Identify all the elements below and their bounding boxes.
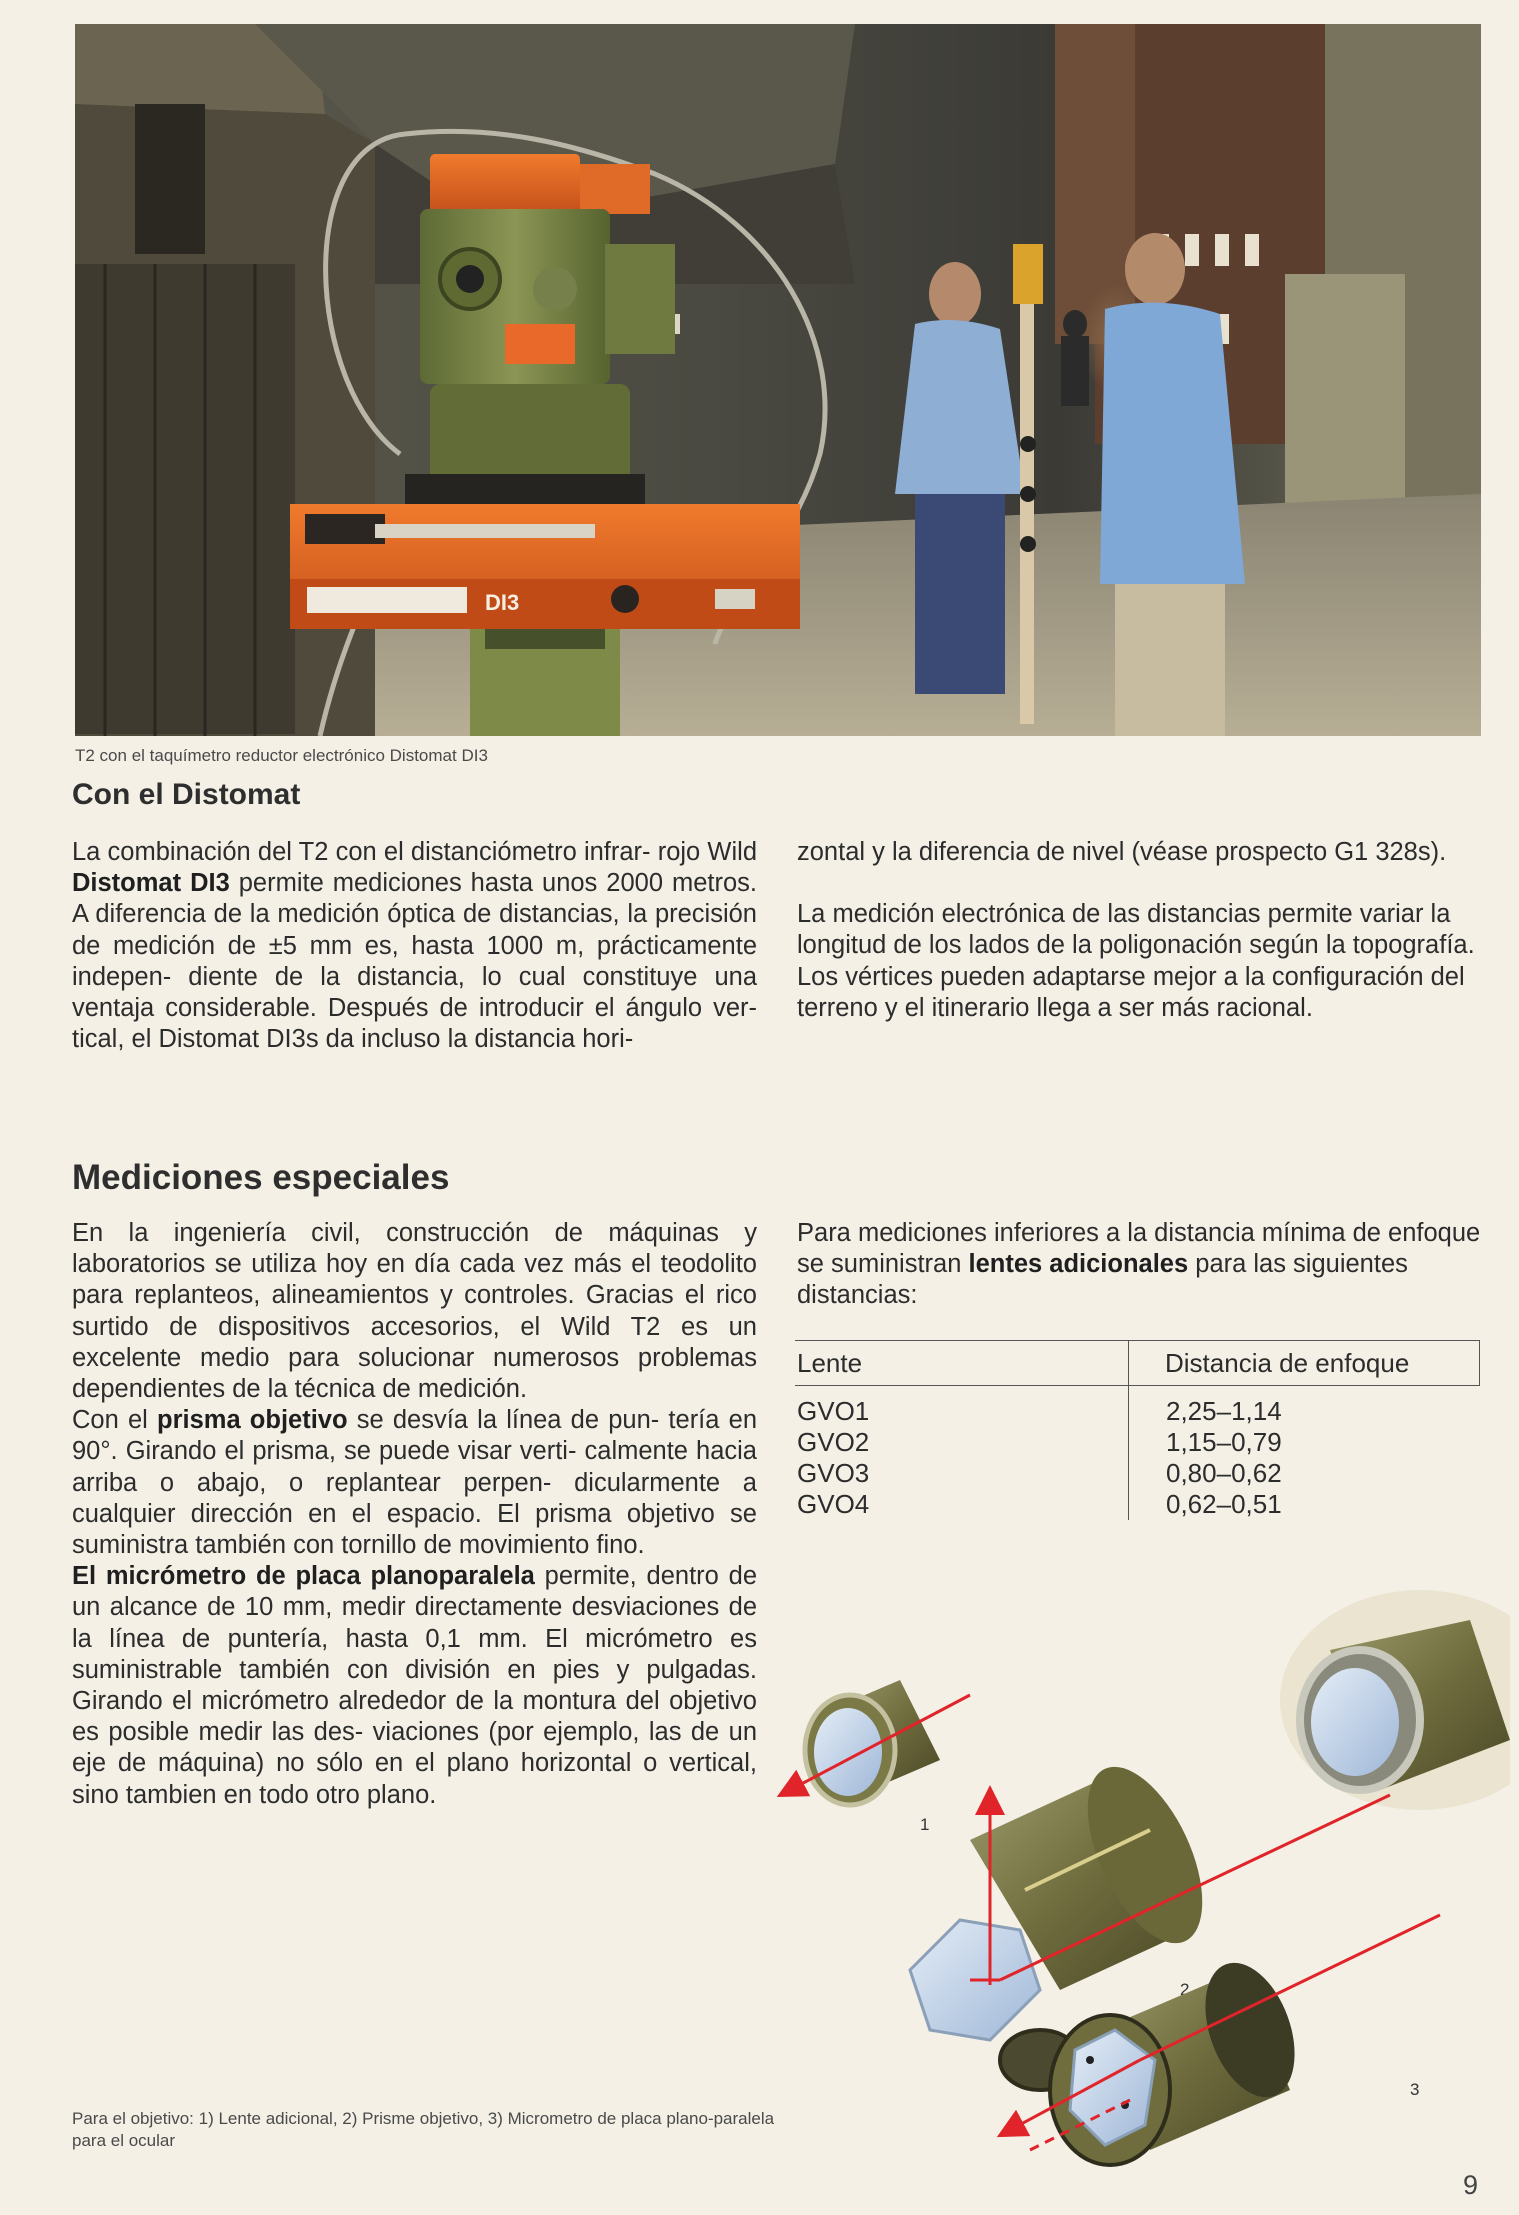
- paragraph: En la ingeniería civil, construcción de máquinas y laboratorios se utiliza hoy en día cada vez más el teodolito para replanteos, alineamientos y controles. Gracias el rico surtido de dispositivos accesorios, el Wild T2 es un excelente medio para solucionar numerosos problemas dependientes de la técnica de medición.: [72, 1219, 757, 1404]
- photo-caption: T2 con el taquímetro reductor electrónico Distomat DI3: [75, 746, 488, 765]
- photo-theodolite-distomat: [75, 24, 1481, 736]
- cell-distance: 2,25–1,14: [1166, 1396, 1282, 1426]
- label-3: 3: [1410, 2080, 1420, 2099]
- text-run: para las siguientes distancias:: [797, 1250, 1408, 1310]
- text-run: permite mediciones hasta unos 2000 metros. A diferencia de la medición óptica de distancias, la precisión de medición de ±5 mm es, hasta 1000 m, prácticamente indepen- diente de la distancia, lo cual constituye una ventaja considerable. Después de introducir el ángulo ver- tical, el Distomat DI3s da incluso la distancia hori-: [72, 869, 757, 1054]
- illustration-caption: Para el objetivo: 1) Lente adicional, 2) Prisme objetivo, 3) Micrometro de placa plano-paralela para el ocular: [72, 2109, 775, 2150]
- device-label-di3: DI3: [485, 590, 520, 615]
- bold-term-micrometro: El micrómetro de placa planoparalela: [72, 1562, 535, 1591]
- special-text-left: [72, 1218, 757, 1811]
- cell-lens: GVO1: [795, 1386, 1129, 1428]
- bold-term-lentes: lentes adicionales: [968, 1250, 1189, 1279]
- cell-distance: 0,62–0,51: [1166, 1489, 1282, 1519]
- bold-term-prisma: prisma objetivo: [157, 1406, 348, 1435]
- paragraph: zontal y la diferencia de nivel (véase prospecto G1 328s).: [797, 838, 1447, 866]
- table-header-row: [795, 1340, 1480, 1386]
- paragraph: La medición electrónica de las distancias permite variar la longitud de los lados de la poligonación según la topografía. Los vértices pueden adaptarse mejor a la configuración del terreno y el itinerario llega a ser más racional.: [797, 900, 1475, 1022]
- cell-lens: GVO2: [795, 1427, 1129, 1458]
- page-number: 9: [1463, 2170, 1479, 2200]
- text-run: se desvía la línea de pun- tería en 90°. Girando el prisma, se puede visar verti- calmente hacia arriba o abajo, o replantear perpen- dicularmente a cualquier dirección en el espacio. El prisma objetivo se suministra también con tornillo de movimiento fino.: [72, 1406, 757, 1560]
- text-run: La combinación del T2 con el distanciómetro infrar- rojo Wild: [72, 838, 757, 866]
- bold-term-distomat: Distomat DI3: [72, 869, 230, 898]
- table-row: [795, 1386, 1480, 1428]
- distomat-text-right: [797, 837, 1482, 1024]
- label-1: 1: [920, 1815, 930, 1834]
- table-row: [795, 1489, 1480, 1520]
- table-row: [795, 1458, 1480, 1489]
- accessories-illustration: [770, 1590, 1510, 2180]
- cell-lens: GVO3: [795, 1458, 1129, 1489]
- cell-distance: 0,80–0,62: [1166, 1458, 1282, 1488]
- col-header-lente: Lente: [795, 1340, 1129, 1386]
- section-heading-special: Mediciones especiales: [72, 1158, 450, 1197]
- lens-table: [795, 1340, 1480, 1520]
- section-heading-distomat: Con el Distomat: [72, 778, 301, 811]
- label-2: 2: [1180, 1980, 1190, 1999]
- cell-distance: 1,15–0,79: [1166, 1427, 1282, 1457]
- text-run: Con el: [72, 1406, 157, 1435]
- distomat-text-left: [72, 837, 757, 1055]
- text-run: permite, dentro de un alcance de 10 mm, medir directamente desviaciones de la línea de puntería, hasta 0,1 mm. El micrómetro es suministrable también con división en pies y pulgadas. Girando el micrómetro alrededor de la montura del objetivo es posible medir las des- viaciones (por ejemplo, las de un eje de máquina) no sólo en el plano horizontal o vertical, sino tambien en todo otro plano.: [72, 1562, 757, 1809]
- text-run: Para mediciones inferiores a la distancia mínima de enfoque se suministran: [797, 1219, 1481, 1279]
- cell-lens: GVO4: [795, 1489, 1129, 1520]
- special-text-right: [797, 1218, 1482, 1312]
- col-header-distancia: Distancia de enfoque: [1129, 1340, 1480, 1386]
- table-row: [795, 1427, 1480, 1458]
